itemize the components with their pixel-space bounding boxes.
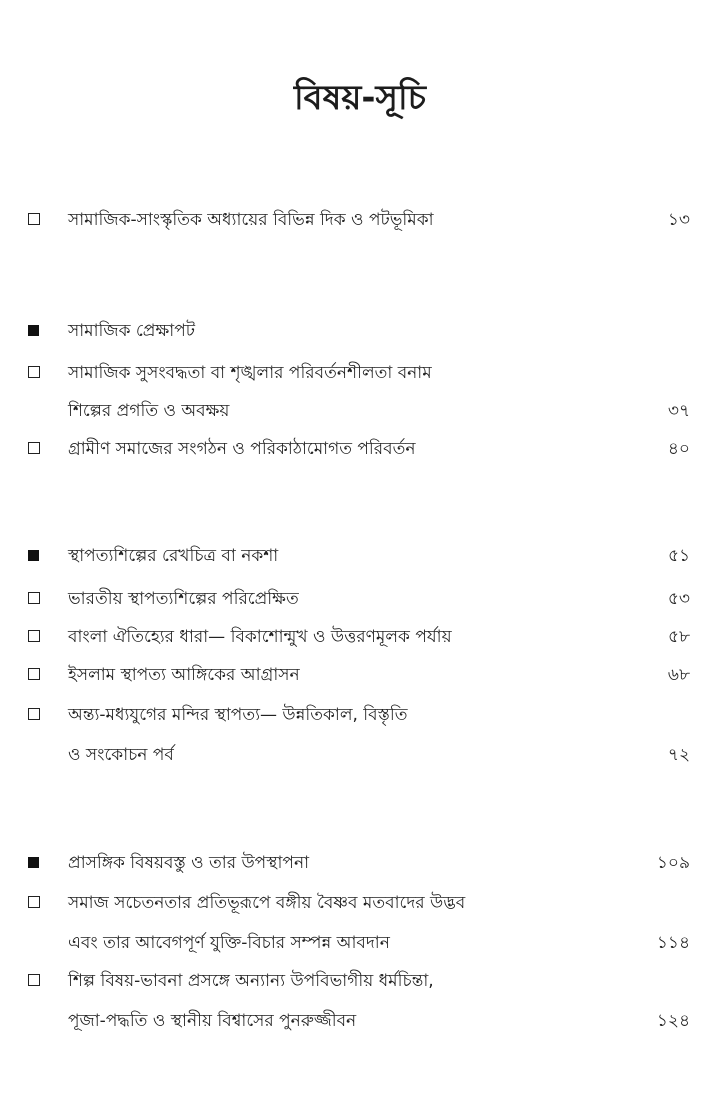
toc-page-number: ৬৮ xyxy=(667,665,690,685)
toc-entry xyxy=(26,740,690,770)
toc-entry-text: সামাজিক-সাংস্কৃতিক অধ্যায়ের বিভিন্ন দিক ও পটভূমিকা xyxy=(68,210,434,230)
toc-entry-text: ভারতীয় স্থাপত্যশিল্পের পরিপ্রেক্ষিত xyxy=(68,589,299,609)
toc-entry-text: এবং তার আবেগপূর্ণ যুক্তি-বিচার সম্পন্ন আবদান xyxy=(68,933,390,953)
toc-entry-text: শিল্পের প্রগতি ও অবক্ষয় xyxy=(68,401,230,421)
toc-entry-text: বাংলা ঐতিহ্যের ধারা— বিকাশোন্মুখ ও উত্তরণমূলক পর্যায় xyxy=(68,627,452,647)
toc-entry xyxy=(26,622,690,652)
toc-entry-text: স্থাপত্যশিল্পের রেখচিত্র বা নকশা xyxy=(68,546,279,566)
toc-page-number: ১২৪ xyxy=(656,1011,690,1031)
page-title: বিষয়-সূচি xyxy=(293,78,427,118)
toc-entry xyxy=(26,1006,690,1036)
hollow-square-bullet-icon xyxy=(28,213,40,225)
toc-entry-text: প্রাসঙ্গিক বিষয়বস্তু ও তার উপস্থাপনা xyxy=(68,853,310,873)
toc-entry xyxy=(26,888,690,918)
toc-entry xyxy=(26,205,690,235)
hollow-square-bullet-icon xyxy=(28,974,40,986)
toc-entry-text: ও সংকোচন পর্ব xyxy=(68,745,174,765)
toc-page-number: ১১৪ xyxy=(656,933,690,953)
toc-entry xyxy=(26,660,690,690)
filled-square-bullet-icon xyxy=(28,325,39,336)
toc-page-number: ৫৮ xyxy=(667,627,690,647)
hollow-square-bullet-icon xyxy=(28,592,40,604)
toc-entry-text: অন্ত্য-মধ্যযুগের মন্দির স্থাপত্য— উন্নতিকাল, বিস্তৃতি xyxy=(68,705,408,725)
toc-entry-text: ইসলাম স্থাপত্য আঙ্গিকের আগ্রাসন xyxy=(68,665,300,685)
toc-entry-text: সামাজিক প্রেক্ষাপট xyxy=(68,321,195,341)
toc-entry xyxy=(26,316,690,346)
toc-entry xyxy=(26,584,690,614)
toc-entry xyxy=(26,396,690,426)
hollow-square-bullet-icon xyxy=(28,630,40,642)
toc-page-number: ৩৭ xyxy=(667,401,690,421)
hollow-square-bullet-icon xyxy=(28,896,40,908)
toc-entry-text: শিল্প বিষয়-ভাবনা প্রসঙ্গে অন্যান্য উপবিভাগীয় ধর্মচিন্তা, xyxy=(68,971,434,991)
toc-entry xyxy=(26,541,690,571)
filled-square-bullet-icon xyxy=(28,857,39,868)
hollow-square-bullet-icon xyxy=(28,366,40,378)
toc-entry-text: সমাজ সচেতনতার প্রতিভূরূপে বঙ্গীয় বৈষ্ণব মতবাদের উদ্ভব xyxy=(68,893,466,913)
toc-entry xyxy=(26,928,690,958)
filled-square-bullet-icon xyxy=(28,550,39,561)
toc-entry xyxy=(26,434,690,464)
toc-page-number: ১০৯ xyxy=(656,853,690,873)
hollow-square-bullet-icon xyxy=(28,442,40,454)
toc-entry xyxy=(26,966,690,996)
toc-entry-text: পূজা-পদ্ধতি ও স্থানীয় বিশ্বাসের পুনরুজ্জীবন xyxy=(68,1011,357,1031)
toc-entry-text: সামাজিক সুসংবদ্ধতা বা শৃঙ্খলার পরিবর্তনশীলতা বনাম xyxy=(68,363,432,383)
toc-page-number: ১৩ xyxy=(667,210,690,230)
toc-entry xyxy=(26,358,690,388)
toc-entry-text: গ্রামীণ সমাজের সংগঠন ও পরিকাঠামোগত পরিবর্তন xyxy=(68,439,416,459)
toc-page-number: ৪০ xyxy=(667,439,690,459)
toc-page-number: ৫১ xyxy=(667,546,690,566)
toc-page-number: ৫৩ xyxy=(667,589,690,609)
hollow-square-bullet-icon xyxy=(28,708,40,720)
toc-page-number: ৭২ xyxy=(667,745,690,765)
hollow-square-bullet-icon xyxy=(28,668,40,680)
toc-entry xyxy=(26,848,690,878)
toc-entry xyxy=(26,700,690,730)
